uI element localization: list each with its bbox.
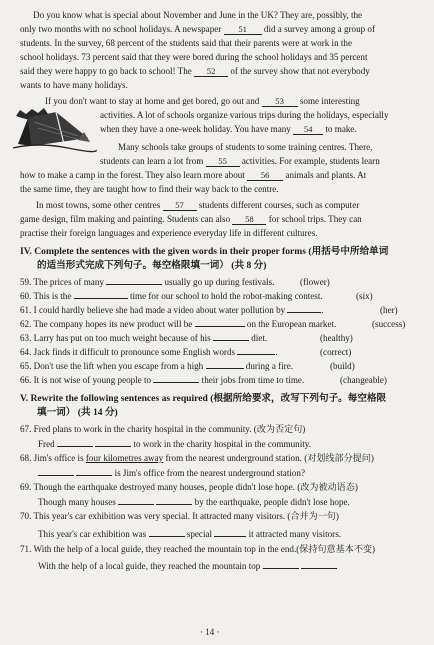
passage-line: In most towns, some other centres 57 students different courses, such as computer [36,200,360,210]
answer-blank[interactable] [118,504,154,505]
answer-blank[interactable] [74,298,128,299]
question-71: 71. With the help of a local guide, they reached the mountain top in the end.(保持句意基本不变) [20,544,376,554]
blank-52[interactable]: 52 [194,66,228,77]
blank-53[interactable]: 53 [262,96,298,107]
question-61: 61. I could hardly believe she had made a video about water pollution by . (her) [20,305,398,315]
blank-57[interactable]: 57 [163,200,197,211]
question-68: 68. Jim's office is four kilometres away from the nearest underground station. (对划线部分提问) [20,453,374,463]
question-59: 59. The prices of many usually go up during festivals. (flower) [20,277,330,287]
answer-68: is Jim's office from the nearest underground station? [38,467,305,479]
answer-blank[interactable] [263,568,299,569]
question-66: 66. It is not wise of young people to their jobs from time to time. (changeable) [20,375,387,385]
passage-line: practise their foreign languages and experience everyday life in different cultures. [20,228,318,238]
passage-line: school holidays. 73 percent said that they were bored during the school holidays and 35 percent [20,52,368,62]
answer-blank[interactable] [237,354,275,355]
blank-54[interactable]: 54 [293,124,323,135]
blank-55[interactable]: 55 [206,156,240,167]
answer-71: With the help of a local guide, they reached the mountain top [38,560,337,572]
passage-line: wants to have many holidays. [20,80,128,90]
question-64: 64. Jack finds it difficult to pronounce some English words . (correct) [20,347,352,357]
answer-70: This year's car exhibition was special it attracted many visitors. [38,529,342,539]
page-number: · 14 · [200,627,220,637]
answer-blank[interactable] [195,326,245,327]
passage-line: said they were happy to go back to school! The 52 of the survey show that not everybody [20,66,370,76]
section-5-title-cont: 填一词） (共 14 分) [37,407,118,418]
answer-blank[interactable] [38,475,74,476]
answer-67: Fred to work in the charity hospital in the community. [38,439,311,449]
answer-blank[interactable] [149,536,185,537]
passage-line: Many schools take groups of students to some training centres. There, [118,142,373,152]
tent-illustration [8,108,98,154]
passage-line: activities. A lot of schools organize various trips during the holidays, especially [100,110,389,120]
blank-56[interactable]: 56 [247,170,283,181]
section-5-title: V. Rewrite the following sentences as required (根据所给要求，改写下列句子。每空格限 [20,393,387,404]
passage-line: students. In the survey, 68 percent of the students said that their parents were at work in the [20,38,352,48]
question-69: 69. Though the earthquake destroyed many houses, people didn't lose hope. (改为被动语态) [20,482,358,492]
question-60: 60. This is the time for our school to hold the robot-making contest. (six) [20,291,373,301]
passage-line: when they have a one-week holiday. You have many 54 to make. [100,124,357,134]
answer-blank[interactable] [287,312,321,313]
question-63: 63. Larry has put on too much weight because of his diet. (healthy) [20,333,353,343]
answer-blank[interactable] [95,446,131,447]
section-4-title-cont: 的适当形式完成下列句子。每空格限填一词） (共 8 分) [37,260,267,271]
question-70: 70. This year's car exhibition was very special. It attracted many visitors. (合并为一句) [20,511,339,521]
answer-blank[interactable] [213,340,249,341]
passage-line: only two months with no school holidays. A newspaper 51 did a survey among a group of [20,24,376,34]
section-4-title: IV. Complete the sentences with the given words in their proper forms (用括号中所给单词 [20,246,389,257]
answer-blank[interactable] [106,284,162,285]
passage-line: Do you know what is special about November and June in the UK? They are, possibly, the [33,10,363,20]
passage-line: how to make a camp in the forest. They also learn more about 56 animals and plants. At [20,170,367,180]
answer-blank[interactable] [214,536,246,537]
question-62: 62. The company hopes its new product will be on the European market. (success) [20,319,406,329]
answer-blank[interactable] [301,568,337,569]
answer-blank[interactable] [206,368,244,369]
passage-line: the same time, they are taught how to find their way back to the centre. [20,184,279,194]
passage-line: game design, film making and painting. Students can also 58 for school trips. They can [20,214,362,224]
passage-line: students can learn a lot from 55 activities. For example, students learn [100,156,380,166]
answer-blank[interactable] [57,446,93,447]
answer-69: Though many houses by the earthquake, people didn't lose hope. [38,497,350,507]
blank-58[interactable]: 58 [232,214,266,225]
question-67: 67. Fred plans to work in the charity hospital in the community. (改为否定句) [20,424,306,434]
blank-51[interactable]: 51 [224,24,262,35]
question-65: 65. Don't use the lift when you escape from a high during a fire. (build) [20,361,355,371]
answer-blank[interactable] [156,504,192,505]
answer-blank[interactable] [76,475,112,476]
passage-line: If you don't want to stay at home and get bored, go out and 53 some interesting [45,96,360,106]
answer-blank[interactable] [153,382,199,383]
